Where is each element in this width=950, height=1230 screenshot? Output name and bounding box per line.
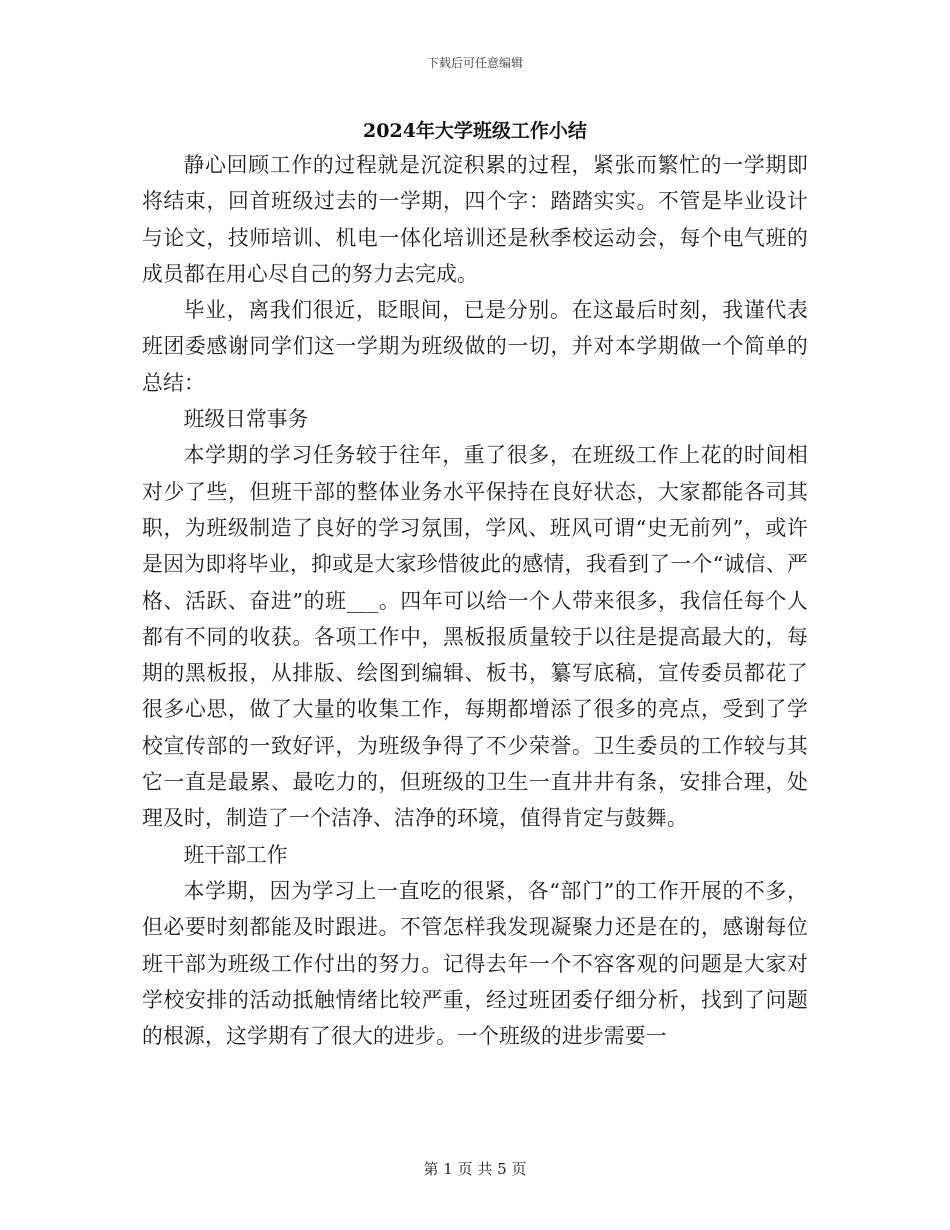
section-heading-class-cadre: 班干部工作 <box>183 842 288 867</box>
download-note: 下载后可任意编辑 <box>426 56 523 70</box>
paragraph-intro: 静心回顾工作的过程就是沉淀积累的过程，紧张而繁忙的一学期即将结束，回首班级过去的一学期，四个字：踏踏实实。不管是毕业设计与论文，技师培训、机电一体化培训还是秋季校运动会，每个电气班的成员都在用心尽自己的努力去完成。 <box>142 153 808 286</box>
section-heading-daily-affairs: 班级日常事务 <box>183 407 309 432</box>
document-title: 2024年大学班级工作小结 <box>363 120 587 142</box>
paragraph-graduation: 毕业，离我们很近，眨眼间，已是分别。在这最后时刻，我谨代表班团委感谢同学们这一学期为班级做的一切，并对本学期做一个简单的总结： <box>142 298 808 395</box>
paragraph-class-cadre: 本学期，因为学习上一直吃的很紧，各“部门”的工作开展的不多，但必要时刻都能及时跟进。不管怎样我发现凝聚力还是在的，感谢每位班干部为班级工作付出的努力。记得去年一个不容客观的问题是大家对学校安排的活动抵触情绪比较严重，经过班团委仔细分析，找到了问题的根源，这学期有了很大的进步。一个班级的进步需要一 <box>142 878 808 1049</box>
paragraph-daily-affairs: 本学期的学习任务较于往年，重了很多，在班级工作上花的时间相对少了些，但班干部的整体业务水平保持在良好状态，大家都能各司其职，为班级制造了良好的学习氛围，学风、班风可谓“史无前列”，或许是因为即将毕业，抑或是大家珍惜彼此的感情，我看到了一个“诚信、严格、活跃、奋进”的班___。四年可以给一个人带来很多，我信任每个人都有不同的收获。各项工作中，黑板报质量较于以往是提高最大的，每期的黑板报，从排版、绘图到编辑、板书，纂写底稿，宣传委员都花了很多心思，做了大量的收集工作，每期都增添了很多的亮点，受到了学校宣传部的一致好评，为班级争得了不少荣誉。卫生委员的工作较与其它一直是最累、最吃力的，但班级的卫生一直井井有条，安排合理，处理及时，制造了一个洁净、洁净的环境，值得肯定与鼓舞。 <box>142 443 808 831</box>
page-number: 第 1 页 共 5 页 <box>423 1160 527 1178</box>
document-body <box>142 147 808 1054</box>
